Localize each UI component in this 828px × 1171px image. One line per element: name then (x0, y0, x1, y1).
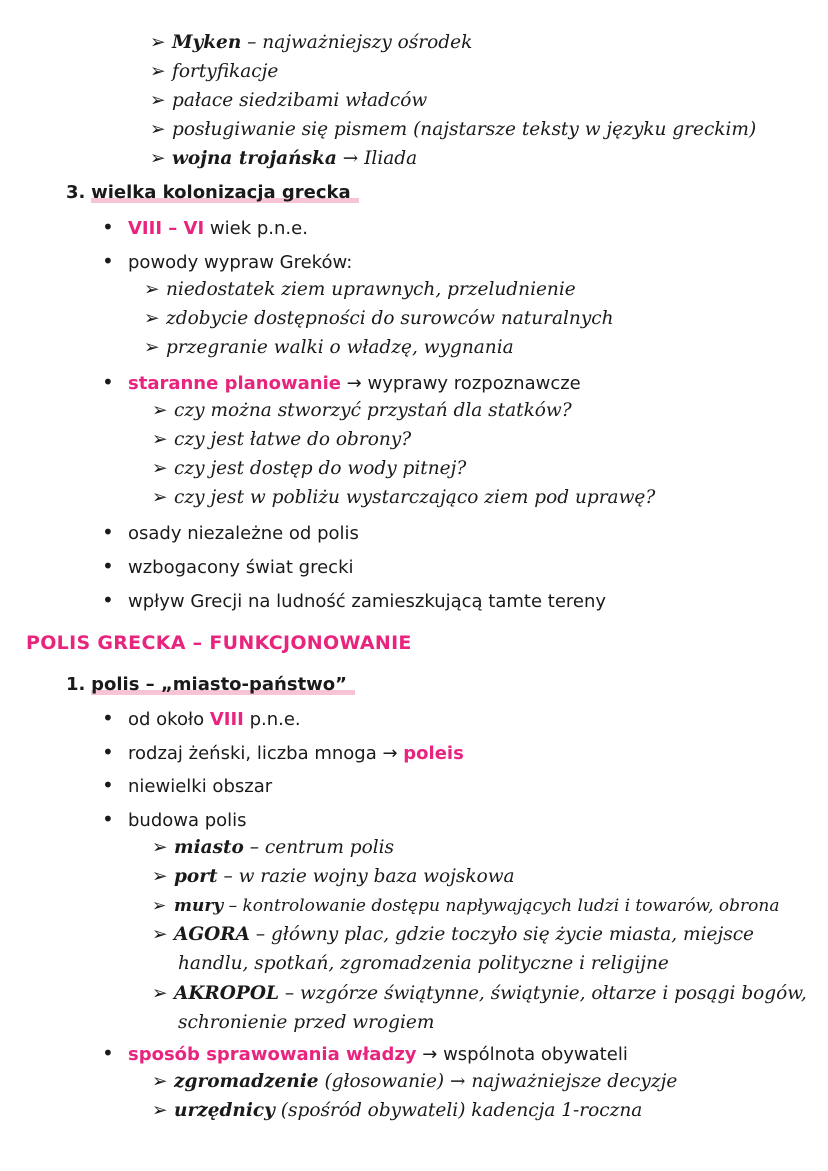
kolonizacja-heading (66, 180, 359, 206)
list-item (152, 1069, 677, 1095)
myken-line-5 (150, 146, 417, 172)
list-item (102, 705, 301, 733)
century: VIII (209, 709, 244, 730)
dot-bullet-icon: • (102, 554, 114, 578)
list-item (144, 306, 614, 332)
arrow-bullet-icon: ➢ (150, 148, 166, 169)
list-item-text: – centrum polis (243, 837, 395, 858)
arrow-bullet-icon: ➢ (152, 487, 168, 508)
list-item-text: wiek p.n.e. (204, 218, 308, 239)
list-item (102, 248, 352, 276)
list-item-text: wpływ Grecji na ludność zamieszkującą tamte tereny (128, 591, 607, 612)
polis-heading (66, 672, 355, 698)
section-number: 3. (66, 182, 86, 203)
arrow-bullet-icon: ➢ (150, 119, 166, 140)
power-term: sposób sprawowania władzy (128, 1044, 417, 1065)
list-item (102, 806, 247, 834)
list-item-text: przegranie walki o władzę, wygnania (166, 337, 514, 358)
section-heading-text: wielka kolonizacja grecka (91, 182, 359, 203)
myken-line-4 (150, 117, 756, 143)
list-item-text: p.n.e. (243, 709, 301, 730)
list-item (102, 369, 581, 397)
dot-bullet-icon: • (102, 1041, 114, 1065)
list-item-text: fortyfikacje (172, 61, 279, 82)
list-item-text: od około (128, 709, 210, 730)
arrow-bullet-icon: ➢ (152, 429, 168, 450)
list-item-text: wzbogacony świat grecki (128, 557, 354, 578)
list-item-text: zdobycie dostępności do surowców naturalnych (166, 308, 614, 329)
list-item-text: → wspólnota obywateli (416, 1044, 628, 1065)
myken-line-1 (150, 30, 472, 56)
arrow-bullet-icon: ➢ (144, 279, 160, 300)
term: AGORA (174, 924, 250, 945)
list-item-text: powody wypraw Greków: (128, 252, 353, 273)
dot-bullet-icon: • (102, 706, 114, 730)
myken-line-3 (150, 88, 427, 114)
arrow-bullet-icon: ➢ (152, 866, 168, 887)
section-title: POLIS GRECKA – FUNKCJONOWANIE (26, 632, 412, 654)
list-item (102, 587, 606, 615)
list-item (102, 214, 308, 242)
planning-term: staranne planowanie (128, 373, 341, 394)
list-item-text: rodzaj żeński, liczba mnoga → (128, 743, 404, 764)
dot-bullet-icon: • (102, 215, 114, 239)
arrow-bullet-icon: ➢ (152, 1100, 168, 1121)
poleis-term: poleis (403, 743, 464, 764)
arrow-bullet-icon: ➢ (152, 837, 168, 858)
arrow-bullet-icon: ➢ (152, 400, 168, 421)
arrow-bullet-icon: ➢ (152, 983, 168, 1004)
list-item-continuation: handlu, spotkań, zgromadzenia polityczne i religijne (178, 953, 669, 974)
list-item-text: niewielki obszar (128, 776, 273, 797)
term: AKROPOL (174, 983, 279, 1004)
list-item-text: – w razie wojny baza wojskowa (217, 866, 515, 887)
arrow-bullet-icon: ➢ (152, 924, 168, 945)
myken-line-2 (150, 59, 278, 85)
term: mury (174, 896, 224, 916)
list-item-text: czy jest łatwe do obrony? (174, 429, 412, 450)
list-item (102, 772, 272, 800)
list-item-text: posługiwanie się pismem (najstarsze teksty w języku greckim) (172, 119, 757, 140)
list-item (152, 1098, 642, 1124)
list-item-text: (głosowanie) → najważniejsze decyzje (318, 1071, 678, 1092)
list-item (102, 519, 359, 547)
myken-term: Myken (172, 32, 242, 53)
list-item-text: osady niezależne od polis (128, 523, 359, 544)
list-item (152, 981, 807, 1007)
dot-bullet-icon: • (102, 588, 114, 612)
term: urzędnicy (174, 1100, 275, 1121)
list-item-text: → wyprawy rozpoznawcze (340, 373, 581, 394)
list-item (152, 398, 572, 424)
term: miasto (174, 837, 244, 858)
list-item (152, 835, 394, 861)
century-range: VIII – VI (128, 218, 205, 239)
list-item-text: budowa polis (128, 810, 247, 831)
dot-bullet-icon: • (102, 520, 114, 544)
list-item-continuation: schronienie przed wrogiem (178, 1012, 435, 1033)
dot-bullet-icon: • (102, 807, 114, 831)
list-item (144, 335, 514, 361)
list-item (102, 1040, 628, 1068)
list-item (152, 864, 515, 890)
arrow-bullet-icon: ➢ (150, 32, 166, 53)
list-item-text: (spośród obywateli) kadencja 1-roczna (274, 1100, 643, 1121)
list-item-text: czy jest w pobliżu wystarczająco ziem pod uprawę? (174, 487, 656, 508)
term: zgromadzenie (174, 1071, 319, 1092)
list-item-text: – wzgórze świątynne, świątynie, ołtarze i posągi bogów, (278, 983, 807, 1004)
dot-bullet-icon: • (102, 249, 114, 273)
list-item-text: – główny plac, gdzie toczyło się życie miasta, miejsce (250, 924, 755, 945)
list-item (152, 922, 754, 948)
arrow-bullet-icon: ➢ (144, 308, 160, 329)
term: port (174, 866, 218, 887)
arrow-bullet-icon: ➢ (152, 896, 167, 916)
arrow-bullet-icon: ➢ (152, 1071, 168, 1092)
trojan-war-term: wojna trojańska (172, 148, 337, 169)
list-item (152, 485, 655, 511)
arrow-bullet-icon: ➢ (144, 337, 160, 358)
arrow-bullet-icon: ➢ (152, 458, 168, 479)
myken-desc: – najważniejszy ośrodek (241, 32, 473, 53)
list-item-text: – kontrolowanie dostępu napływających ludzi i towarów, obrona (223, 896, 780, 916)
list-item (152, 893, 779, 919)
dot-bullet-icon: • (102, 740, 114, 764)
section-heading-text: polis – „miasto-państwo” (91, 674, 355, 695)
arrow-bullet-icon: ➢ (150, 61, 166, 82)
list-item (152, 456, 466, 482)
dot-bullet-icon: • (102, 773, 114, 797)
section-number: 1. (66, 674, 86, 695)
list-item (102, 553, 354, 581)
list-item-text: czy można stworzyć przystań dla statków? (174, 400, 572, 421)
list-item (144, 277, 576, 303)
list-item-text: → Iliada (336, 148, 418, 169)
list-item-text: niedostatek ziem uprawnych, przeludnienie (166, 279, 576, 300)
list-item (102, 739, 464, 767)
list-item (152, 427, 411, 453)
arrow-bullet-icon: ➢ (150, 90, 166, 111)
list-item-text: czy jest dostęp do wody pitnej? (174, 458, 467, 479)
dot-bullet-icon: • (102, 370, 114, 394)
list-item-text: pałace siedzibami władców (172, 90, 428, 111)
